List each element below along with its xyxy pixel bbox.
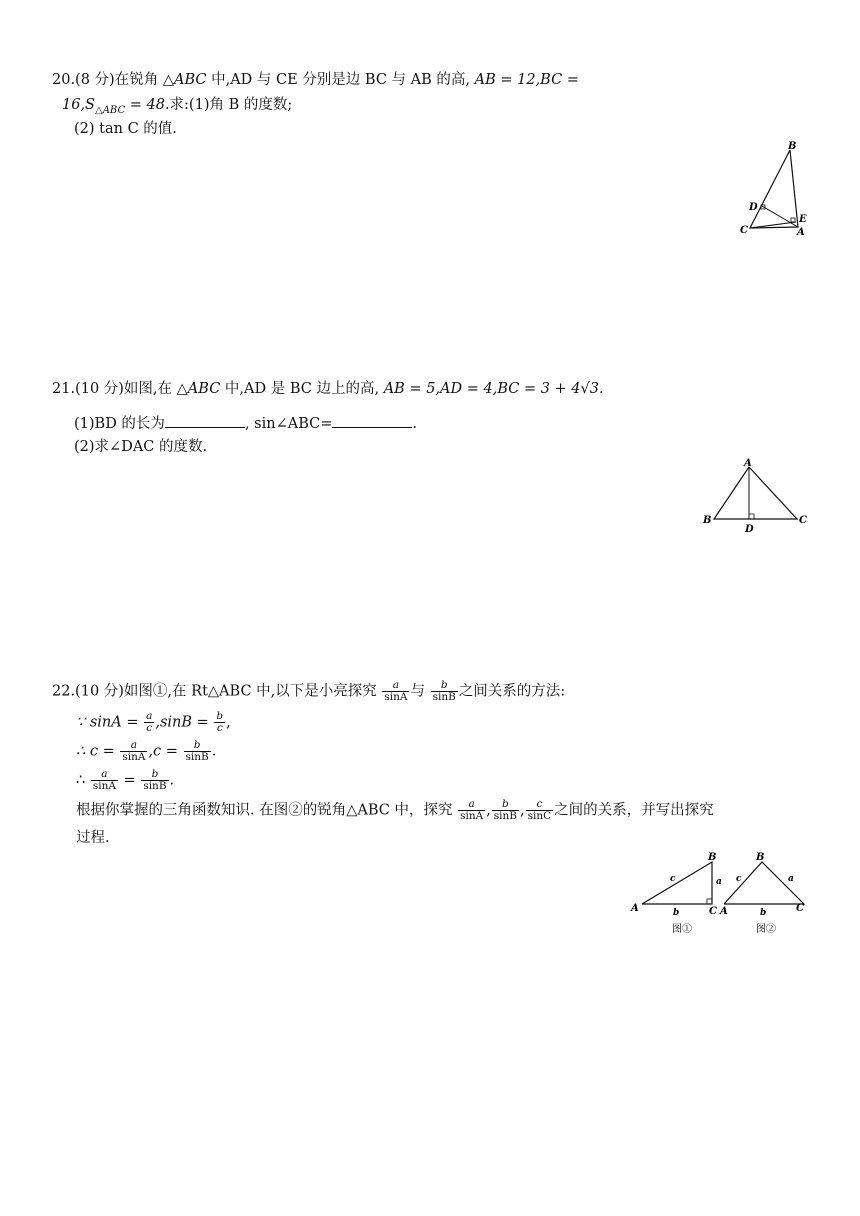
q20-triangle-figure: [735, 136, 815, 240]
fraction-a-over-sinA: $\frac{a}{\sin A}$: [384, 679, 408, 703]
fig2-label-A: A: [720, 906, 728, 917]
bd-answer-blank[interactable]: [165, 413, 245, 428]
q22-step1: ∵ sinA = $\frac{a}{c}$ ,sinB = $\frac{b}{c}$ ,: [76, 710, 231, 734]
q21-line1: 21.(10 分)如图,在 △ABC 中,AD 是 BC 边上的高, AB = 5,AD = 4,BC = 3 + 4√3.: [52, 381, 604, 397]
q22-step2: ∴ c = $\frac{a}{\sin A}$ ,c = $\frac{b}{\sin B}$ .: [76, 739, 217, 763]
q22-step3: ∴ $\frac{a}{\sin A}$ = $\frac{b}{\sin B}$ .: [76, 768, 175, 792]
fraction-a-over-sinA-4: $\frac{a}{\sin A}$: [460, 798, 484, 822]
fraction-b-over-sinB: $\frac{b}{\sin B}$: [432, 679, 456, 703]
fig2-label-C: C: [796, 903, 804, 914]
q20-label-C: C: [740, 225, 748, 236]
q20-line3: (2) tan C 的值.: [74, 121, 177, 137]
fig2-label-c: c: [736, 874, 742, 884]
q20-label-B: B: [788, 141, 797, 152]
q20-line1: 20.(8 分)在锐角 △ABC 中,AD 与 CE 分别是边 BC 与 AB 的高, AB = 12,BC =: [52, 72, 579, 88]
fraction-a-over-c: $\frac{a}{c}$: [146, 710, 153, 734]
fraction-b-over-sinB-2: $\frac{b}{\sin B}$: [185, 739, 209, 763]
fig2-label-B: B: [756, 852, 765, 863]
q21-part2: (2)求∠DAC 的度数.: [74, 439, 208, 455]
fig1-label-b: b: [673, 908, 680, 918]
q22-figure-2: [712, 848, 816, 936]
fig1-label-C: C: [709, 906, 717, 917]
q21-part1: (1)BD 的长为 , sin∠ABC= .: [74, 413, 417, 434]
q21-triangle-figure: [700, 455, 812, 535]
q22-paragraph-end: 过程.: [76, 830, 110, 846]
fraction-b-over-c: $\frac{b}{c}$: [216, 710, 224, 734]
fraction-b-over-sinB-4: $\frac{b}{\sin B}$: [493, 798, 518, 822]
q20-line2: $16,S_{\triangle ABC} = 48$.求:(1)角 B 的度数;: [62, 97, 293, 116]
fraction-c-over-sinC: $\frac{c}{\sin C}$: [527, 798, 552, 822]
fraction-a-over-sinA-3: $\frac{a}{\sin A}$: [92, 768, 116, 792]
fig2-caption: 图②: [756, 924, 776, 935]
q20-label-E: E: [799, 214, 807, 225]
q21-label-A: A: [744, 458, 752, 469]
q20-label-D: D: [749, 202, 758, 213]
q21-label-C: C: [799, 515, 807, 526]
q21-label-B: B: [703, 515, 712, 526]
fig1-caption: 图①: [672, 924, 692, 935]
fig1-label-c: c: [670, 874, 676, 884]
fraction-a-over-sinA-2: $\frac{a}{\sin A}$: [122, 739, 146, 763]
fig1-label-A: A: [631, 903, 639, 914]
sin-abc-answer-blank[interactable]: [332, 413, 412, 428]
fraction-b-over-sinB-3: $\frac{b}{\sin B}$: [143, 768, 167, 792]
q22-paragraph: 根据你掌握的三角函数知识. 在图②的锐角△ABC 中，探究 $\frac{a}{\sin A}$ , $\frac{b}{\sin B}$ , $\frac{c}{\sin C}$ 之间的关系，并写出探究: [76, 798, 714, 822]
q20-label-A: A: [797, 227, 805, 238]
fig1-label-B: B: [708, 852, 717, 863]
fig1-label-a: a: [716, 877, 722, 887]
q21-label-D: D: [745, 524, 754, 535]
fig2-label-b: b: [760, 908, 767, 918]
q22-line1: 22.(10 分)如图①,在 Rt△ABC 中,以下是小亮探究 $\frac{a}{\sin A}$ 与 $\frac{b}{\sin B}$ 之间关系的方法:: [52, 679, 566, 703]
fig2-label-a: a: [788, 874, 794, 884]
q22-figure-1: [628, 848, 724, 936]
